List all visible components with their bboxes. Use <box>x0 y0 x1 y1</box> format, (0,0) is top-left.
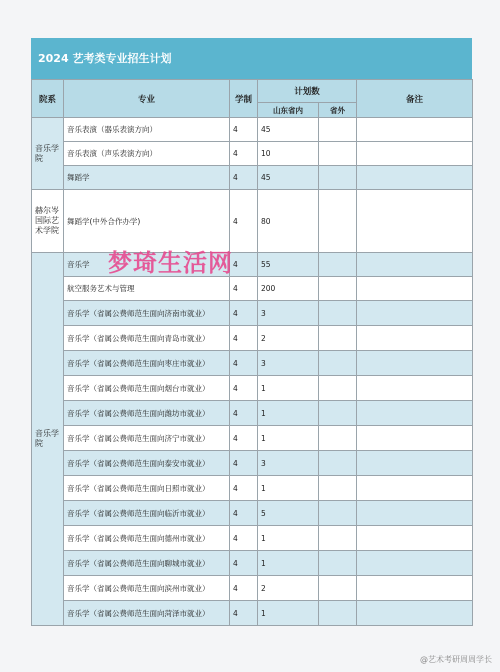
in-province-cell: 5 <box>258 501 319 526</box>
years-cell: 4 <box>230 253 258 277</box>
remark-cell <box>357 277 473 301</box>
header-out-province: 省外 <box>319 103 357 118</box>
major-cell: 航空服务艺术与管理 <box>64 277 230 301</box>
table-row <box>32 301 473 326</box>
header-row-1 <box>32 80 473 103</box>
remark-cell <box>357 501 473 526</box>
table-row <box>32 118 473 142</box>
header-in-province: 山东省内 <box>258 103 319 118</box>
out-province-cell <box>319 451 357 476</box>
major-cell: 音乐学（省属公费师范生面向潍坊市就业） <box>64 401 230 426</box>
remark-cell <box>357 301 473 326</box>
years-cell: 4 <box>230 551 258 576</box>
in-province-cell: 2 <box>258 576 319 601</box>
table-row <box>32 253 473 277</box>
in-province-cell: 10 <box>258 142 319 166</box>
out-province-cell <box>319 476 357 501</box>
out-province-cell <box>319 190 357 253</box>
out-province-cell <box>319 166 357 190</box>
years-cell: 4 <box>230 451 258 476</box>
credit-text: @艺术考研周周学长 <box>420 655 492 664</box>
major-cell: 音乐学（省属公费师范生面向临沂市就业） <box>64 501 230 526</box>
header-dept: 院系 <box>32 80 64 118</box>
in-province-cell: 1 <box>258 376 319 401</box>
plan-sheet <box>31 38 472 626</box>
in-province-cell: 1 <box>258 551 319 576</box>
major-cell: 音乐学（省属公费师范生面向滨州市就业） <box>64 576 230 601</box>
remark-cell <box>357 551 473 576</box>
out-province-cell <box>319 301 357 326</box>
header-plan: 计划数 <box>258 80 357 103</box>
table-row <box>32 401 473 426</box>
table-row <box>32 190 473 253</box>
in-province-cell: 55 <box>258 253 319 277</box>
major-cell: 音乐学（省属公费师范生面向菏泽市就业） <box>64 601 230 626</box>
in-province-cell: 45 <box>258 118 319 142</box>
out-province-cell <box>319 253 357 277</box>
table-row <box>32 426 473 451</box>
major-cell: 舞蹈学(中外合作办学) <box>64 190 230 253</box>
remark-cell <box>357 190 473 253</box>
major-cell: 音乐学（省属公费师范生面向日照市就业） <box>64 476 230 501</box>
remark-cell <box>357 326 473 351</box>
out-province-cell <box>319 376 357 401</box>
years-cell: 4 <box>230 118 258 142</box>
major-cell: 音乐学（省属公费师范生面向济南市就业） <box>64 301 230 326</box>
major-cell: 音乐表演（器乐表演方向） <box>64 118 230 142</box>
in-province-cell: 45 <box>258 166 319 190</box>
dept-cell: 赫尔岑国际艺术学院 <box>32 190 64 253</box>
major-cell: 音乐学（省属公费师范生面向济宁市就业） <box>64 426 230 451</box>
years-cell: 4 <box>230 190 258 253</box>
out-province-cell <box>319 142 357 166</box>
header-years: 学制 <box>230 80 258 118</box>
major-cell: 音乐学（省属公费师范生面向德州市就业） <box>64 526 230 551</box>
remark-cell <box>357 351 473 376</box>
out-province-cell <box>319 351 357 376</box>
major-cell: 音乐学（省属公费师范生面向枣庄市就业） <box>64 351 230 376</box>
remark-cell <box>357 451 473 476</box>
years-cell: 4 <box>230 476 258 501</box>
major-cell: 音乐学 <box>64 253 230 277</box>
table-row <box>32 166 473 190</box>
in-province-cell: 3 <box>258 351 319 376</box>
table-row <box>32 551 473 576</box>
out-province-cell <box>319 326 357 351</box>
header-remark: 备注 <box>357 80 473 118</box>
table-row <box>32 142 473 166</box>
in-province-cell: 1 <box>258 426 319 451</box>
table-row <box>32 476 473 501</box>
in-province-cell: 3 <box>258 451 319 476</box>
years-cell: 4 <box>230 277 258 301</box>
years-cell: 4 <box>230 526 258 551</box>
years-cell: 4 <box>230 401 258 426</box>
years-cell: 4 <box>230 351 258 376</box>
out-province-cell <box>319 426 357 451</box>
table-row <box>32 277 473 301</box>
watermark: 梦琦生活网 <box>108 249 233 277</box>
major-cell: 音乐学（省属公费师范生面向烟台市就业） <box>64 376 230 401</box>
table-row <box>32 576 473 601</box>
years-cell: 4 <box>230 376 258 401</box>
major-cell: 音乐表演（声乐表演方向） <box>64 142 230 166</box>
table-row <box>32 451 473 476</box>
major-cell: 音乐学（省属公费师范生面向泰安市就业） <box>64 451 230 476</box>
out-province-cell <box>319 576 357 601</box>
in-province-cell: 200 <box>258 277 319 301</box>
remark-cell <box>357 426 473 451</box>
years-cell: 4 <box>230 301 258 326</box>
years-cell: 4 <box>230 326 258 351</box>
table-row <box>32 501 473 526</box>
in-province-cell: 3 <box>258 301 319 326</box>
in-province-cell: 80 <box>258 190 319 253</box>
table-row <box>32 376 473 401</box>
major-cell: 音乐学（省属公费师范生面向青岛市就业） <box>64 326 230 351</box>
dept-cell: 音乐学院 <box>32 118 64 190</box>
remark-cell <box>357 376 473 401</box>
in-province-cell: 1 <box>258 401 319 426</box>
years-cell: 4 <box>230 426 258 451</box>
remark-cell <box>357 401 473 426</box>
years-cell: 4 <box>230 166 258 190</box>
out-province-cell <box>319 601 357 626</box>
remark-cell <box>357 526 473 551</box>
out-province-cell <box>319 401 357 426</box>
remark-cell <box>357 118 473 142</box>
in-province-cell: 2 <box>258 326 319 351</box>
in-province-cell: 1 <box>258 526 319 551</box>
out-province-cell <box>319 277 357 301</box>
remark-cell <box>357 476 473 501</box>
remark-cell <box>357 576 473 601</box>
major-cell: 音乐学（省属公费师范生面向聊城市就业） <box>64 551 230 576</box>
years-cell: 4 <box>230 501 258 526</box>
table-row <box>32 601 473 626</box>
out-province-cell <box>319 526 357 551</box>
years-cell: 4 <box>230 576 258 601</box>
enrollment-plan-table <box>31 79 473 626</box>
remark-cell <box>357 166 473 190</box>
table-row <box>32 526 473 551</box>
dept-cell: 音乐学院 <box>32 253 64 626</box>
years-cell: 4 <box>230 601 258 626</box>
out-province-cell <box>319 551 357 576</box>
table-title: 2024 艺考类专业招生计划 <box>31 38 472 79</box>
remark-cell <box>357 253 473 277</box>
in-province-cell: 1 <box>258 476 319 501</box>
in-province-cell: 1 <box>258 601 319 626</box>
table-row <box>32 351 473 376</box>
out-province-cell <box>319 118 357 142</box>
header-major: 专业 <box>64 80 230 118</box>
out-province-cell <box>319 501 357 526</box>
major-cell: 舞蹈学 <box>64 166 230 190</box>
years-cell: 4 <box>230 142 258 166</box>
remark-cell <box>357 142 473 166</box>
table-row <box>32 326 473 351</box>
remark-cell <box>357 601 473 626</box>
